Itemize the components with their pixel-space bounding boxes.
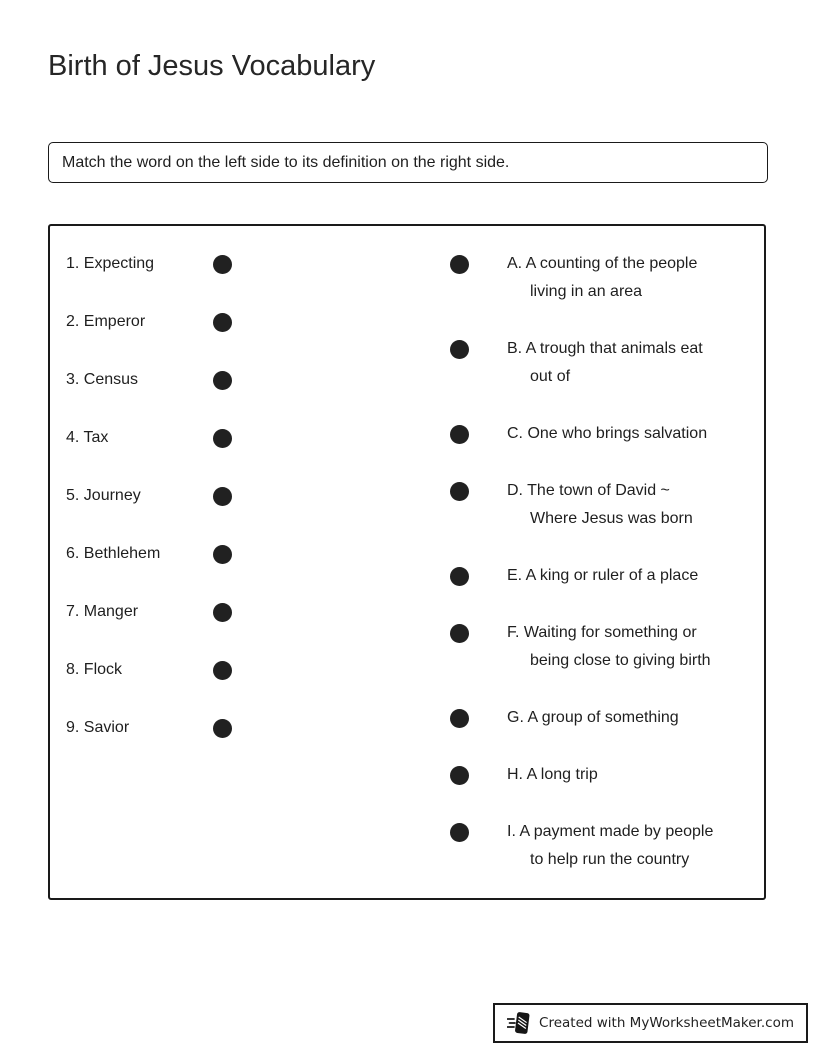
definition-row: [450, 619, 752, 675]
word-row: [66, 656, 232, 684]
word-match-dot[interactable]: [213, 371, 232, 390]
definition-text: [507, 818, 713, 874]
word-match-dot[interactable]: [213, 313, 232, 332]
definition-match-dot[interactable]: [450, 340, 469, 359]
definition-row: [450, 704, 752, 732]
word-label: 3. Census: [66, 371, 139, 388]
word-match-dot[interactable]: [213, 487, 232, 506]
page-title: Birth of Jesus Vocabulary: [48, 50, 376, 82]
definition-line-first: A. A counting of the people: [507, 255, 698, 272]
footer-credit-badge[interactable]: [493, 1003, 808, 1043]
definition-row: [450, 335, 752, 391]
definition-text: [507, 420, 707, 448]
definition-line-wrapped: out of: [530, 368, 571, 385]
definition-text: [507, 761, 598, 789]
definition-text: [507, 250, 697, 306]
definition-match-dot[interactable]: [450, 766, 469, 785]
word-row: [66, 250, 232, 278]
word-list: [66, 250, 232, 772]
definition-line-first: D. The town of David ~: [507, 482, 670, 499]
definition-match-dot[interactable]: [450, 624, 469, 643]
definition-line-wrapped: to help run the country: [530, 851, 690, 868]
definition-line-first: E. A king or ruler of a place: [507, 567, 699, 584]
definition-text: [507, 477, 693, 533]
definition-line-wrapped: Where Jesus was born: [530, 510, 693, 527]
word-label: 4. Tax: [66, 429, 109, 446]
definition-row: [450, 250, 752, 306]
definition-row: [450, 818, 752, 874]
word-label: 1. Expecting: [66, 255, 155, 272]
definition-line-first: B. A trough that animals eat: [507, 340, 703, 357]
definition-row: [450, 420, 752, 448]
word-label: 5. Journey: [66, 487, 141, 504]
definition-match-dot[interactable]: [450, 255, 469, 274]
word-label: 8. Flock: [66, 661, 123, 678]
definition-text: [507, 619, 711, 675]
definition-text: [507, 335, 703, 391]
definition-match-dot[interactable]: [450, 482, 469, 501]
word-label: 2. Emperor: [66, 313, 146, 330]
definition-match-dot[interactable]: [450, 567, 469, 586]
definition-match-dot[interactable]: [450, 709, 469, 728]
definition-line-wrapped: living in an area: [530, 283, 643, 300]
instruction-text: Match the word on the left side to its definition on the right side.: [62, 153, 510, 171]
word-match-dot[interactable]: [213, 603, 232, 622]
footer-credit-text: Created with MyWorksheetMaker.com: [539, 1015, 794, 1031]
word-row: [66, 714, 232, 742]
word-label: 7. Manger: [66, 603, 139, 620]
word-row: [66, 540, 232, 568]
word-row: [66, 308, 232, 336]
definition-text: [507, 704, 679, 732]
word-row: [66, 482, 232, 510]
definition-text: [507, 562, 698, 590]
definition-line-first: G. A group of something: [507, 709, 679, 726]
definition-match-dot[interactable]: [450, 823, 469, 842]
word-label: 6. Bethlehem: [66, 545, 161, 562]
definition-line-first: C. One who brings salvation: [507, 425, 708, 442]
word-match-dot[interactable]: [213, 429, 232, 448]
word-match-dot[interactable]: [213, 255, 232, 274]
word-match-dot[interactable]: [213, 719, 232, 738]
definition-line-first: I. A payment made by people: [507, 823, 714, 840]
instruction-box: [48, 142, 768, 183]
definition-list: [450, 250, 752, 903]
definition-line-wrapped: being close to giving birth: [530, 652, 711, 669]
definition-row: [450, 562, 752, 590]
word-label: 9. Savior: [66, 719, 130, 736]
worksheet-maker-logo-icon: [507, 1010, 531, 1036]
word-match-dot[interactable]: [213, 661, 232, 680]
matching-panel: [48, 224, 766, 900]
definition-match-dot[interactable]: [450, 425, 469, 444]
word-row: [66, 366, 232, 394]
definition-line-first: H. A long trip: [507, 766, 598, 783]
definition-row: [450, 761, 752, 789]
definition-row: [450, 477, 752, 533]
definition-line-first: F. Waiting for something or: [507, 624, 697, 641]
word-row: [66, 424, 232, 452]
word-row: [66, 598, 232, 626]
word-match-dot[interactable]: [213, 545, 232, 564]
